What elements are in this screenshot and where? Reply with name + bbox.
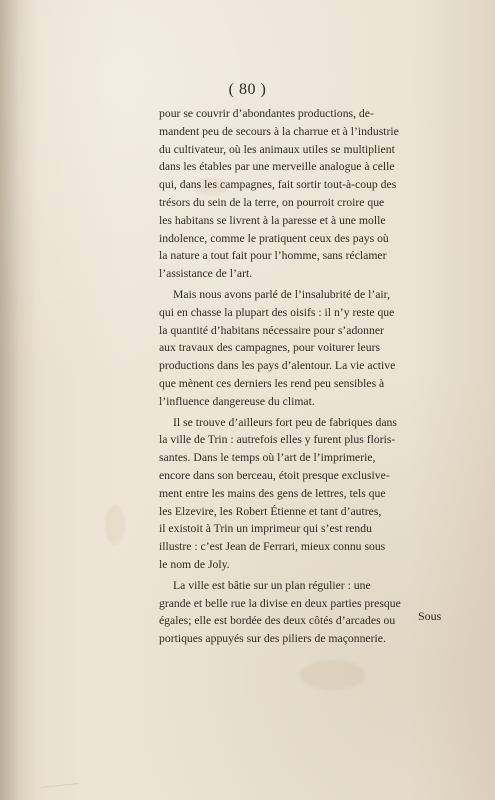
text-line: aux travaux des campagnes, pour voiturer leurs (159, 341, 381, 355)
catchword: Sous (418, 609, 442, 623)
paper-stain (105, 505, 125, 545)
text-line: la ville de Trin : autrefois elles y furent plus floris- (159, 433, 396, 447)
text-line: égales; elle est bordée des deux côtés d’arcades ou (159, 614, 396, 628)
paper-stain (300, 660, 365, 690)
text-line: indolence, comme le pratiquent ceux des pays où (159, 231, 389, 245)
text-line: Mais nous avons parlé de l’insalubrité de l’air, (173, 287, 390, 301)
text-line: qui, dans les campagnes, fait sortir tout-à-coup des (159, 178, 397, 192)
text-line: les habitans se livrent à la paresse et à une molle (159, 213, 386, 227)
text-line: La ville est bâtie sur un plan régulier : une (173, 578, 371, 592)
text-line: l’assistance de l’art. (159, 267, 253, 281)
faint-pencil-mark (40, 775, 79, 788)
text-line: la nature a tout fait pour l’homme, sans réclamer (159, 249, 387, 263)
text-line: du cultivateur, où les animaux utiles se multiplient (159, 142, 395, 156)
page-number: ( 80 ) (228, 81, 267, 98)
text-line: le nom de Joly. (159, 557, 230, 571)
text-line: il existoit à Trin un imprimeur qui s’est rendu (159, 522, 372, 536)
spine-shadow (0, 0, 38, 800)
text-line: ment entre les mains des gens de lettres, tels que (159, 486, 386, 500)
text-line: portiques appuyés sur des piliers de maçonnerie. (159, 632, 386, 646)
text-line: grande et belle rue la divise en deux parties presque (159, 596, 401, 610)
text-line: productions dans les pays d’alentour. La vie active (159, 359, 396, 373)
text-line: illustre : c’est Jean de Ferrari, mieux connu sous (159, 540, 386, 554)
text-line: santes. Dans le temps où l’art de l’imprimerie, (159, 451, 376, 465)
text-line: Il se trouve d’ailleurs fort peu de fabriques dans (173, 415, 397, 429)
text-line: les Elzevire, les Robert Étienne et tant d’autres, (159, 504, 382, 518)
body-text (159, 105, 457, 648)
text-line: la quantité d’habitans nécessaire pour s’adonner (159, 323, 384, 337)
text-line: l’influence dangereuse du climat. (159, 394, 315, 408)
text-line: mandent peu de secours à la charrue et à l’industrie (159, 124, 399, 138)
text-line: trésors du sein de la terre, on pourroit croire que (159, 195, 385, 209)
text-line: pour se couvrir d’abondantes productions, de- (159, 107, 374, 120)
text-line: dans les étables par une merveille analogue à celle (159, 160, 395, 174)
text-line: que mènent ces derniers les rend peu sensibles à (159, 376, 385, 390)
text-line: encore dans son berceau, étoit presque exclusive- (159, 468, 390, 482)
text-line: qui en chasse la plupart des oisifs : il n’y reste que (159, 305, 395, 319)
